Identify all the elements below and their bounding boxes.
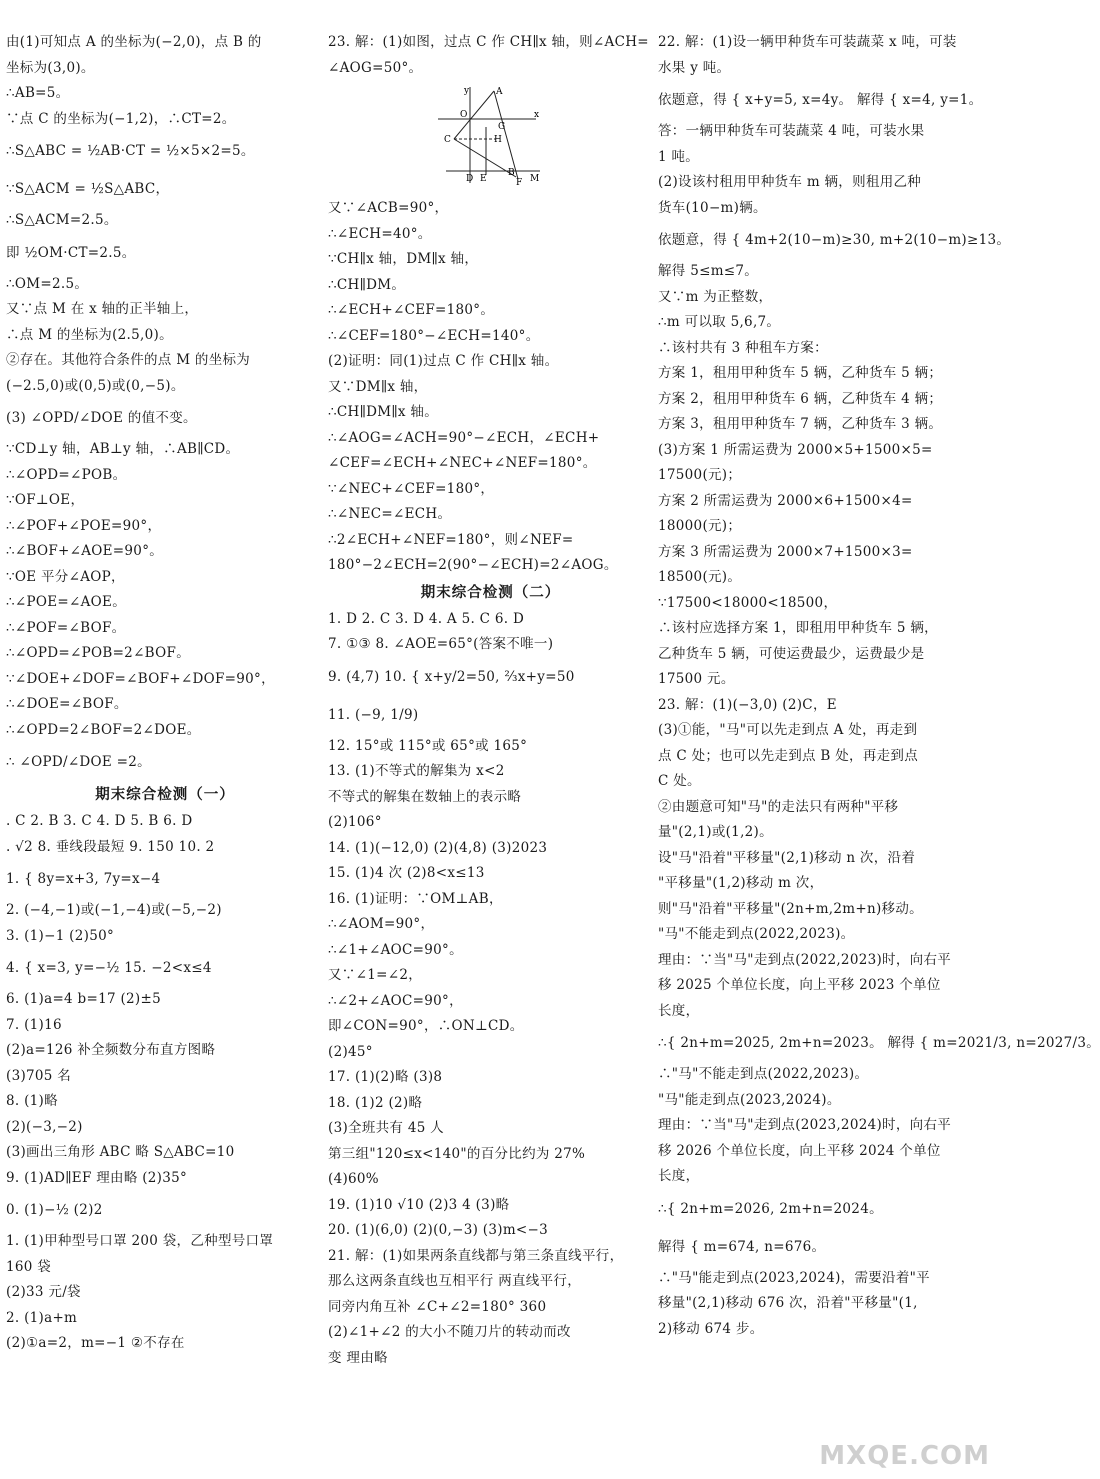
solution-line: "平移量"(1,2)移动 m 次，: [658, 875, 824, 891]
solution-line: 由(1)可知点 A 的坐标为(−2,0)，点 B 的: [6, 34, 262, 50]
solution-line: ∴∠OPD=∠POB=2∠BOF。: [6, 645, 190, 661]
solution-line: ∴"马"不能走到点(2022,2023)。: [658, 1066, 869, 1082]
solution-line: ∵OE 平分∠AOP，: [6, 568, 125, 585]
solution-line: ∴∠CEF=180°−∠ECH=140°。: [328, 327, 540, 344]
solution-line: 理由：∵当"马"走到点(2022,2023)时，向右平: [658, 951, 952, 968]
geometry-figure: [436, 83, 546, 188]
answer-line: (2)①a=2，m=−1 ②不存在: [6, 1335, 185, 1351]
question-23-proof: [328, 196, 653, 579]
answer-line: 14. (1)(−12,0) (2)(4,8) (3)2023: [328, 839, 548, 856]
solution-line: ∵∠NEC+∠CEF=180°，: [328, 480, 495, 497]
answer-line: 160 袋: [6, 1258, 52, 1275]
solution-line: 移 2026 个单位长度，向上平移 2024 个单位: [658, 1142, 941, 1159]
answer-line: 第三组"120≤x<140"的百分比约为 27%: [328, 1145, 586, 1162]
solution-line: ∴AB=5。: [6, 85, 70, 101]
solution-line: 又∵点 M 在 x 轴的正半轴上，: [6, 301, 199, 317]
label-x: x: [534, 110, 540, 120]
answer-line: 不等式的解集在数轴上的表示略: [328, 788, 522, 805]
answer-line: ∴∠1+∠AOC=90°。: [328, 941, 463, 958]
answer-line: 同旁内角互补 ∠C+∠2=180° 360: [328, 1298, 547, 1315]
solution-line: ∴ ∠OPD/∠DOE =2。: [6, 754, 151, 770]
label-A: A: [496, 87, 503, 97]
answer-line: (2)106°: [328, 814, 382, 830]
answer-line: 19. (1)10 √10 (2)3 4 (3)略: [328, 1196, 510, 1213]
solution-line: ②存在。其他符合条件的点 M 的坐标为: [6, 352, 251, 368]
answer-line: 8. (1)略: [6, 1093, 58, 1109]
solution-line: ∵CD⊥y 轴，AB⊥y 轴，∴AB∥CD。: [6, 441, 240, 457]
solution-line: 依题意，得 { x+y=5, x=4y。 解得 { x=4, y=1。: [658, 92, 983, 108]
solution-line: C 处。: [658, 773, 701, 789]
answer-line: 1. (1)甲种型号口罩 200 袋，乙种型号口罩: [6, 1233, 274, 1249]
solution-line: 移量"(2,1)移动 676 次，沿着"平移量"(1,: [658, 1295, 918, 1311]
solution-line: (−2.5,0)或(0,5)或(0,−5)。: [6, 377, 185, 394]
answer-list-exam-2: [328, 607, 653, 1372]
answer-line: 0. (1)−½ (2)2: [6, 1202, 103, 1218]
solution-line: ∴CH∥DM。: [328, 276, 406, 293]
solution-line: ∴∠NEC=∠ECH。: [328, 506, 452, 522]
solution-line: 则"马"沿着"平移量"(2n+m,2m+n)移动。: [658, 900, 923, 917]
answer-line: 9. (4,7) 10. { x+y/2=50, ⅔x+y=50: [328, 668, 575, 685]
solution-line: 货车(10−m)辆。: [658, 199, 767, 216]
answer-line: (2)33 元/袋: [6, 1284, 81, 1300]
answer-line: (2)a=126 补全频数分布直方图略: [6, 1042, 216, 1058]
answer-line: 即∠CON=90°，∴ON⊥CD。: [328, 1018, 524, 1034]
solution-line: ∴∠BOF+∠AOE=90°。: [6, 543, 164, 559]
answer-line: 15. (1)4 次 (2)8<x≤13: [328, 865, 485, 881]
solution-line: 方案 3 所需运费为 2000×7+1500×3=: [658, 543, 913, 560]
solution-line: ∴∠ECH+∠CEF=180°。: [328, 302, 495, 318]
solution-line: 设"马"沿着"平移量"(2,1)移动 n 次，沿着: [658, 849, 916, 866]
solution-line: 又∵m 为正整数，: [658, 288, 773, 305]
solution-line: ∴该村应选择方案 1，即租用甲种货车 5 辆，: [658, 620, 938, 636]
answer-line: 2. (−4,−1)或(−1,−4)或(−5,−2): [6, 902, 222, 918]
solution-line: ∴∠ECH=40°。: [328, 225, 432, 242]
solution-line: ∵∠DOE+∠DOF=∠BOF+∠DOF=90°，: [6, 670, 275, 687]
answer-line: 13. (1)不等式的解集为 x<2: [328, 763, 505, 779]
solution-line: ∴∠OPD=2∠BOF=2∠DOE。: [6, 721, 201, 738]
label-O: O: [460, 110, 468, 120]
label-y: y: [464, 86, 470, 96]
solution-line: 长度，: [658, 1168, 700, 1184]
answer-line: ∴∠2+∠AOC=90°，: [328, 992, 463, 1009]
solution-line: ∴{ 2n+m=2025, 2m+n=2023。 解得 { m=2021/3, n=2027/3。: [658, 1035, 1100, 1051]
answer-line: 变 理由略: [328, 1349, 388, 1366]
answer-line: (4)60%: [328, 1171, 379, 1187]
solution-line: ∴∠OPD=∠POB。: [6, 466, 127, 483]
solution-line: 22. 解：(1)设一辆甲种货车可装蔬菜 x 吨，可装: [658, 34, 957, 50]
solution-line: 1 吨。: [658, 148, 700, 165]
solution-continued: [6, 30, 324, 781]
solution-line: ∴∠AOG=∠ACH=90°−∠ECH，∠ECH+: [328, 429, 600, 446]
answer-line: (3)全班共有 45 人: [328, 1120, 444, 1136]
solution-line: ∴CH∥DM∥x 轴。: [328, 404, 439, 420]
solution-line: 23. 解：(1)(−3,0) (2)C，E: [658, 696, 837, 713]
label-B: B: [508, 168, 515, 178]
solution-line: 乙种货车 5 辆，可使运费最少，运费最少是: [658, 645, 925, 662]
solution-line: 18500(元)。: [658, 569, 742, 585]
solution-line: 答：一辆甲种货车可装蔬菜 4 吨，可装水果: [658, 123, 925, 139]
label-H: H: [494, 135, 502, 145]
answer-line: 16. (1)证明：∵OM⊥AB，: [328, 890, 503, 907]
solution-line: 移 2025 个单位长度，向上平移 2023 个单位: [658, 977, 941, 993]
answer-line: 7. ①③ 8. ∠AOE=65°(答案不唯一): [328, 636, 554, 652]
answer-line: 7. (1)16: [6, 1016, 62, 1033]
solution-line: (3)方案 1 所需运费为 2000×5+1500×5=: [658, 441, 933, 458]
solution-line: ∴该村共有 3 种租车方案：: [658, 339, 828, 356]
solution-line: ∠CEF=∠ECH+∠NEC+∠NEF=180°。: [328, 455, 597, 471]
solution-line: 水果 y 吨。: [658, 59, 731, 76]
solution-line: ∴"马"能走到点(2023,2024)，需要沿着"平: [658, 1269, 930, 1286]
solution-line: 理由：∵当"马"走到点(2023,2024)时，向右平: [658, 1117, 952, 1133]
solution-line: ②由题意可知"马"的走法只有两种"平移: [658, 798, 899, 815]
solution-line: 方案 2 所需运费为 2000×6+1500×4=: [658, 492, 913, 509]
answer-line: 9. (1)AD∥EF 理由略 (2)35°: [6, 1169, 188, 1186]
solution-line: 点 C 处；也可以先走到点 B 处，再走到点: [658, 747, 919, 764]
answer-line: 1. { 8y=x+3, 7y=x−4: [6, 871, 161, 887]
answer-line: . C 2. B 3. C 4. D 5. B 6. D: [6, 813, 193, 829]
solution-line: ∵17500<18000<18500，: [658, 594, 838, 611]
solution-line: "马"不能走到点(2022,2023)。: [658, 926, 855, 942]
solution-line: 又∵∠ACB=90°，: [328, 200, 449, 216]
watermark-logo: MXQE.COM: [819, 1441, 990, 1471]
label-M: M: [530, 174, 540, 184]
solution-line: ∵点 C 的坐标为(−1,2)，∴CT=2。: [6, 110, 236, 127]
solution-line: 方案 3，租用甲种货车 7 辆，乙种货车 3 辆。: [658, 416, 943, 432]
solution-line: ∴∠POF=∠BOF。: [6, 619, 126, 636]
label-D: D: [466, 174, 474, 184]
column-right: [658, 30, 1100, 1342]
label-C: C: [444, 135, 451, 145]
answer-line: (2)∠1+∠2 的大小不随刀片的转动而改: [328, 1324, 571, 1340]
solution-line: ∵S△ACM = ½S△ABC，: [6, 181, 170, 197]
answer-line: 4. { x=3, y=−½ 15. −2<x≤4: [6, 960, 212, 976]
solution-line: 量"(2,1)或(1,2)。: [658, 824, 773, 840]
answer-line: 1. D 2. C 3. D 4. A 5. C 6. D: [328, 610, 525, 627]
solution-line: 17500 元。: [658, 671, 735, 687]
answer-line: 12. 15°或 115°或 65°或 165°: [328, 737, 528, 754]
solution-line: ∴S△ACM=2.5。: [6, 212, 118, 228]
solution-line: 又∵DM∥x 轴，: [328, 378, 428, 395]
label-E: E: [480, 174, 487, 184]
answer-line: 3. (1)−1 (2)50°: [6, 927, 115, 944]
solution-line: ∴OM=2.5。: [6, 275, 89, 292]
solution-line: ∴∠POF+∠POE=90°，: [6, 517, 162, 534]
solution-line: ∴{ 2n+m=2026, 2m+n=2024。: [658, 1200, 883, 1217]
answer-line: (3)画出三角形 ABC 略 S△ABC=10: [6, 1144, 235, 1160]
solution-line: 方案 2，租用甲种货车 6 辆，乙种货车 4 辆；: [658, 390, 943, 407]
section-title-final-exam-1: 期末综合检测（一）: [95, 787, 235, 803]
solution-line: (2)证明：同(1)过点 C 作 CH∥x 轴。: [328, 353, 559, 369]
label-F: F: [516, 178, 523, 188]
solution-line: ∴m 可以取 5,6,7。: [658, 314, 781, 330]
solution-line: 18000(元)；: [658, 518, 742, 534]
answer-line: 2. (1)a+m: [6, 1309, 78, 1326]
answer-line: 6. (1)a=4 b=17 (2)±5: [6, 991, 161, 1007]
answer-line: 17. (1)(2)略 (3)8: [328, 1069, 443, 1085]
answer-line: 11. (−9, 1/9): [328, 706, 419, 723]
solution-line: 方案 1，租用甲种货车 5 辆，乙种货车 5 辆；: [658, 365, 943, 381]
column-left: [6, 30, 324, 1357]
solution-line: ∴∠POE=∠AOE。: [6, 594, 127, 610]
solution-line: 长度，: [658, 1002, 700, 1019]
answer-line: (2)45°: [328, 1043, 373, 1060]
solution-line: 坐标为(3,0)。: [6, 59, 95, 76]
solution-line: (2)设该村租用甲种货车 m 辆，则租用乙种: [658, 174, 922, 190]
question-23-solution: [328, 30, 653, 81]
solution-line: 17500(元)；: [658, 467, 742, 483]
answer-list-exam-1: [6, 809, 324, 1357]
solution-line: (3)①能，"马"可以先走到点 A 处，再走到: [658, 722, 918, 738]
solution-line: ∴∠DOE=∠BOF。: [6, 696, 128, 712]
solution-line: ∴2∠ECH+∠NEF=180°，则∠NEF=: [328, 531, 574, 548]
solution-line: ∴点 M 的坐标为(2.5,0)。: [6, 326, 173, 343]
solution-line: 依题意，得 { 4m+2(10−m)≥30, m+2(10−m)≥13。: [658, 232, 1011, 248]
answer-line: ∴∠AOM=90°，: [328, 916, 435, 932]
solution-line: 即 ½OM·CT=2.5。: [6, 244, 136, 261]
answer-line: 又∵∠1=∠2，: [328, 967, 423, 983]
answer-line: (3)705 名: [6, 1067, 72, 1084]
solution-line: (3) ∠OPD/∠DOE 的值不变。: [6, 410, 197, 426]
solution-line: ∵OF⊥OE，: [6, 492, 85, 508]
solution-line: 解得 5≤m≤7。: [658, 263, 759, 279]
label-G: G: [498, 122, 506, 132]
solution-line: 23. 解：(1)如图，过点 C 作 CH∥x 轴，则∠ACH=: [328, 34, 649, 50]
answer-line: 18. (1)2 (2)略: [328, 1094, 423, 1111]
answer-line: (2)(−3,−2): [6, 1118, 83, 1135]
answer-line: 21. 解：(1)如果两条直线都与第三条直线平行，: [328, 1247, 624, 1264]
solution-line: 180°−2∠ECH=2(90°−∠ECH)=2∠AOG。: [328, 557, 618, 573]
section-title-final-exam-2: 期末综合检测（二）: [420, 584, 561, 601]
answer-line: 那么这两条直线也互相平行 两直线平行，: [328, 1273, 581, 1289]
solution-line: ∠AOG=50°。: [328, 59, 423, 76]
solution-line: 解得 { m=674, n=676。: [658, 1238, 826, 1255]
answer-line: 20. (1)(6,0) (2)(0,−3) (3)m<−3: [328, 1222, 549, 1238]
solution-line: 2)移动 674 步。: [658, 1320, 764, 1337]
solution-line: ∵CH∥x 轴，DM∥x 轴，: [328, 251, 479, 267]
questions-22-23-solutions: [658, 30, 1100, 1342]
column-middle: [328, 30, 653, 1371]
solution-line: "马"能走到点(2023,2024)。: [658, 1091, 841, 1108]
solution-line: ∴S△ABC = ½AB·CT = ½×5×2=5。: [6, 143, 255, 159]
answer-line: . √2 8. 垂线段最短 9. 150 10. 2: [6, 838, 215, 855]
